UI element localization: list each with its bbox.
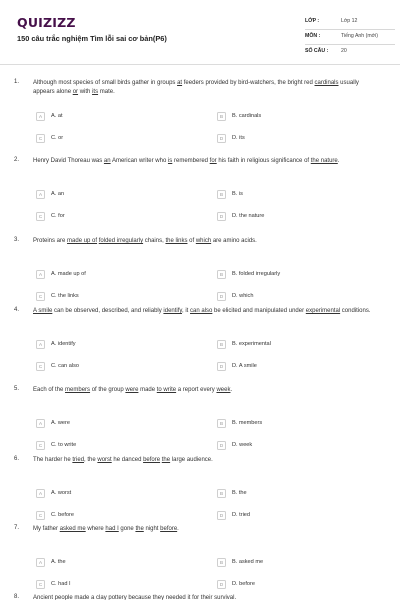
meta-label: MÔN :: [305, 33, 321, 39]
text-segment: large audience.: [170, 457, 213, 463]
question-number: 4.: [14, 307, 20, 313]
text-segment: American writer who: [110, 158, 168, 164]
text-segment: Proteins are: [33, 238, 68, 244]
text-segment: where: [85, 526, 106, 532]
option-text: B. the: [232, 490, 247, 496]
text-segment: be elicited and manipulated under: [212, 308, 306, 314]
text-segment: can be observed, described, and reliably: [52, 308, 164, 314]
underlined-segment: its: [92, 88, 99, 95]
option-a[interactable]: [36, 269, 186, 281]
option-letter-box: A: [36, 419, 45, 428]
option-a[interactable]: [36, 189, 186, 201]
option-letter-box: C: [36, 580, 45, 589]
option-a[interactable]: [36, 111, 186, 123]
option-letter-box: B: [217, 190, 226, 199]
underlined-segment: identify: [163, 308, 182, 314]
option-letter-box: D: [217, 292, 226, 301]
underlined-segment: members: [65, 387, 91, 393]
option-letter-box: C: [36, 362, 45, 371]
option-text: D. week: [232, 442, 253, 448]
option-b[interactable]: [217, 418, 367, 430]
option-letter-box: D: [217, 441, 226, 450]
header-divider: [0, 64, 400, 65]
question-text: [33, 237, 373, 246]
text-segment: with: [78, 88, 93, 95]
option-text: D. tried: [232, 512, 251, 518]
worksheet-meta: [305, 15, 395, 60]
underlined-segment: made up of: [67, 238, 98, 244]
underlined-segment: an: [103, 158, 111, 164]
text-segment: The harder he: [33, 457, 73, 463]
option-text: C. the links: [51, 293, 79, 299]
option-text: C. to write: [51, 442, 77, 448]
option-letter-box: C: [36, 292, 45, 301]
text-segment: mate.: [98, 88, 115, 95]
option-c[interactable]: [36, 291, 186, 303]
option-d[interactable]: [217, 440, 367, 452]
text-segment: chains,: [143, 238, 166, 244]
underlined-segment: the links: [165, 238, 188, 244]
text-segment: are amino acids.: [211, 238, 257, 244]
underlined-segment: which: [195, 238, 212, 244]
meta-value: Tiếng Anh (mới): [341, 33, 378, 39]
text-segment: .: [177, 526, 179, 532]
option-letter-box: D: [217, 511, 226, 520]
meta-label: SỐ CÂU :: [305, 48, 329, 54]
question-number: 5.: [14, 386, 20, 392]
option-text: B. folded irregularly: [232, 271, 281, 277]
text-segment: a report every: [176, 387, 217, 393]
text-segment: he danced: [111, 457, 144, 463]
option-letter-box: A: [36, 489, 45, 498]
question-text: [33, 456, 373, 465]
option-text: A. an: [51, 191, 65, 197]
text-segment: , it: [182, 308, 191, 314]
option-letter-box: D: [217, 580, 226, 589]
question-text: [33, 525, 373, 534]
question-text: [33, 79, 373, 96]
underlined-segment: asked me: [59, 526, 86, 532]
text-segment: of the group: [90, 387, 126, 393]
text-segment: .: [230, 387, 233, 393]
option-c[interactable]: [36, 133, 186, 145]
option-a[interactable]: [36, 339, 186, 351]
worksheet-title: 150 câu trắc nghiệm Tìm lỗi sai cơ bản(P6): [17, 34, 167, 43]
underlined-segment: the: [135, 526, 144, 532]
text-segment: My father: [33, 526, 60, 532]
underlined-segment: tried: [72, 457, 85, 463]
option-c[interactable]: [36, 211, 186, 223]
text-segment: Each of the: [33, 387, 66, 393]
option-b[interactable]: [217, 488, 367, 500]
option-letter-box: B: [217, 112, 226, 121]
underlined-segment: before: [143, 457, 161, 463]
option-letter-box: A: [36, 340, 45, 349]
text-segment: , the: [84, 457, 98, 463]
option-text: C. can also: [51, 363, 79, 369]
question-number: 6.: [14, 456, 20, 462]
option-c[interactable]: [36, 579, 186, 591]
meta-label: LỚP :: [305, 18, 320, 24]
text-segment: .: [337, 158, 340, 164]
question-number: 1.: [14, 79, 20, 85]
option-text: C. for: [51, 213, 65, 219]
meta-row-class: [305, 15, 395, 30]
text-segment: conditions.: [340, 308, 371, 314]
option-text: B. cardinals: [232, 113, 262, 119]
option-a[interactable]: [36, 557, 186, 569]
meta-row-count: [305, 45, 395, 60]
option-letter-box: B: [217, 419, 226, 428]
option-b[interactable]: [217, 111, 367, 123]
option-b[interactable]: [217, 339, 367, 351]
quizizz-logo: QUIZIZZ: [17, 15, 76, 30]
question-number: 3.: [14, 237, 20, 243]
underlined-segment: experimental: [305, 308, 341, 314]
option-letter-box: C: [36, 134, 45, 143]
option-text: C. or: [51, 135, 64, 141]
underlined-segment: for: [209, 158, 217, 164]
underlined-segment: were: [125, 387, 139, 393]
option-b[interactable]: [217, 557, 367, 569]
underlined-segment: at: [177, 80, 183, 86]
option-text: A. the: [51, 559, 66, 565]
underlined-segment: before: [160, 526, 178, 532]
option-letter-box: D: [217, 362, 226, 371]
text-segment: Henry David Thoreau was: [33, 158, 104, 164]
option-text: A. worst: [51, 490, 72, 496]
option-text: A. made up of: [51, 271, 86, 277]
option-d[interactable]: [217, 579, 367, 591]
underlined-segment: to write: [156, 387, 177, 393]
text-segment: of: [187, 238, 196, 244]
option-text: D. its: [232, 135, 245, 141]
underlined-segment: had I: [105, 526, 119, 532]
underlined-segment: A smile: [33, 308, 53, 314]
underlined-segment: the nature: [310, 158, 338, 164]
option-text: D. which: [232, 293, 254, 299]
option-d[interactable]: [217, 510, 367, 522]
meta-row-subject: [305, 30, 395, 45]
meta-value: 20: [341, 48, 347, 54]
option-letter-box: C: [36, 212, 45, 221]
meta-value: Lớp 12: [341, 18, 358, 24]
option-text: B. is: [232, 191, 243, 197]
option-d[interactable]: [217, 211, 367, 223]
question-text: [33, 157, 373, 166]
option-text: B. experimental: [232, 341, 271, 347]
option-letter-box: A: [36, 190, 45, 199]
underlined-segment: worst: [97, 457, 112, 463]
text-segment: gone: [118, 526, 136, 532]
option-b[interactable]: [217, 189, 367, 201]
underlined-segment: cardinals: [314, 80, 339, 86]
option-letter-box: A: [36, 270, 45, 279]
option-letter-box: D: [217, 134, 226, 143]
text-segment: Ancient people made a clay pottery because they needed it for their survival.: [33, 595, 237, 600]
underlined-segment: the: [161, 457, 171, 463]
option-letter-box: C: [36, 441, 45, 450]
option-letter-box: B: [217, 489, 226, 498]
option-c[interactable]: [36, 510, 186, 522]
text-segment: night: [143, 526, 161, 532]
option-b[interactable]: [217, 269, 367, 281]
option-text: D. A smile: [232, 363, 257, 369]
text-segment: usually appears alone: [33, 80, 359, 95]
option-d[interactable]: [217, 133, 367, 145]
option-text: D. the nature: [232, 213, 265, 219]
option-d[interactable]: [217, 361, 367, 373]
underlined-segment: week: [216, 387, 231, 393]
option-c[interactable]: [36, 361, 186, 373]
option-text: A. were: [51, 420, 70, 426]
underlined-segment: can also: [190, 308, 213, 314]
question-text: [33, 594, 373, 600]
option-letter-box: D: [217, 212, 226, 221]
text-segment: feeders provided by bird-watchers, the bright red: [182, 80, 315, 86]
option-text: A. at: [51, 113, 63, 119]
underlined-segment: folded irregularly: [98, 238, 144, 244]
option-letter-box: A: [36, 558, 45, 567]
option-a[interactable]: [36, 488, 186, 500]
option-letter-box: C: [36, 511, 45, 520]
text-segment: remembered: [172, 158, 210, 164]
option-c[interactable]: [36, 440, 186, 452]
question-number: 8.: [14, 594, 20, 600]
option-text: B. asked me: [232, 559, 264, 565]
question-text: [33, 307, 373, 316]
option-a[interactable]: [36, 418, 186, 430]
option-text: B. members: [232, 420, 263, 426]
question-number: 7.: [14, 525, 20, 531]
text-segment: his faith in religious significance of: [216, 158, 311, 164]
worksheet-header: [0, 0, 400, 68]
underlined-segment: is: [167, 158, 173, 164]
option-text: C. before: [51, 512, 75, 518]
option-d[interactable]: [217, 291, 367, 303]
option-letter-box: B: [217, 340, 226, 349]
option-text: D. before: [232, 581, 256, 587]
option-text: C. had I: [51, 581, 71, 587]
question-number: 2.: [14, 157, 20, 163]
option-letter-box: B: [217, 558, 226, 567]
text-segment: made: [138, 387, 157, 393]
text-segment: Although most species of small birds gather in groups: [33, 80, 178, 86]
question-text: [33, 386, 373, 395]
option-letter-box: B: [217, 270, 226, 279]
option-text: A. identify: [51, 341, 76, 347]
underlined-segment: or: [72, 88, 79, 95]
option-letter-box: A: [36, 112, 45, 121]
